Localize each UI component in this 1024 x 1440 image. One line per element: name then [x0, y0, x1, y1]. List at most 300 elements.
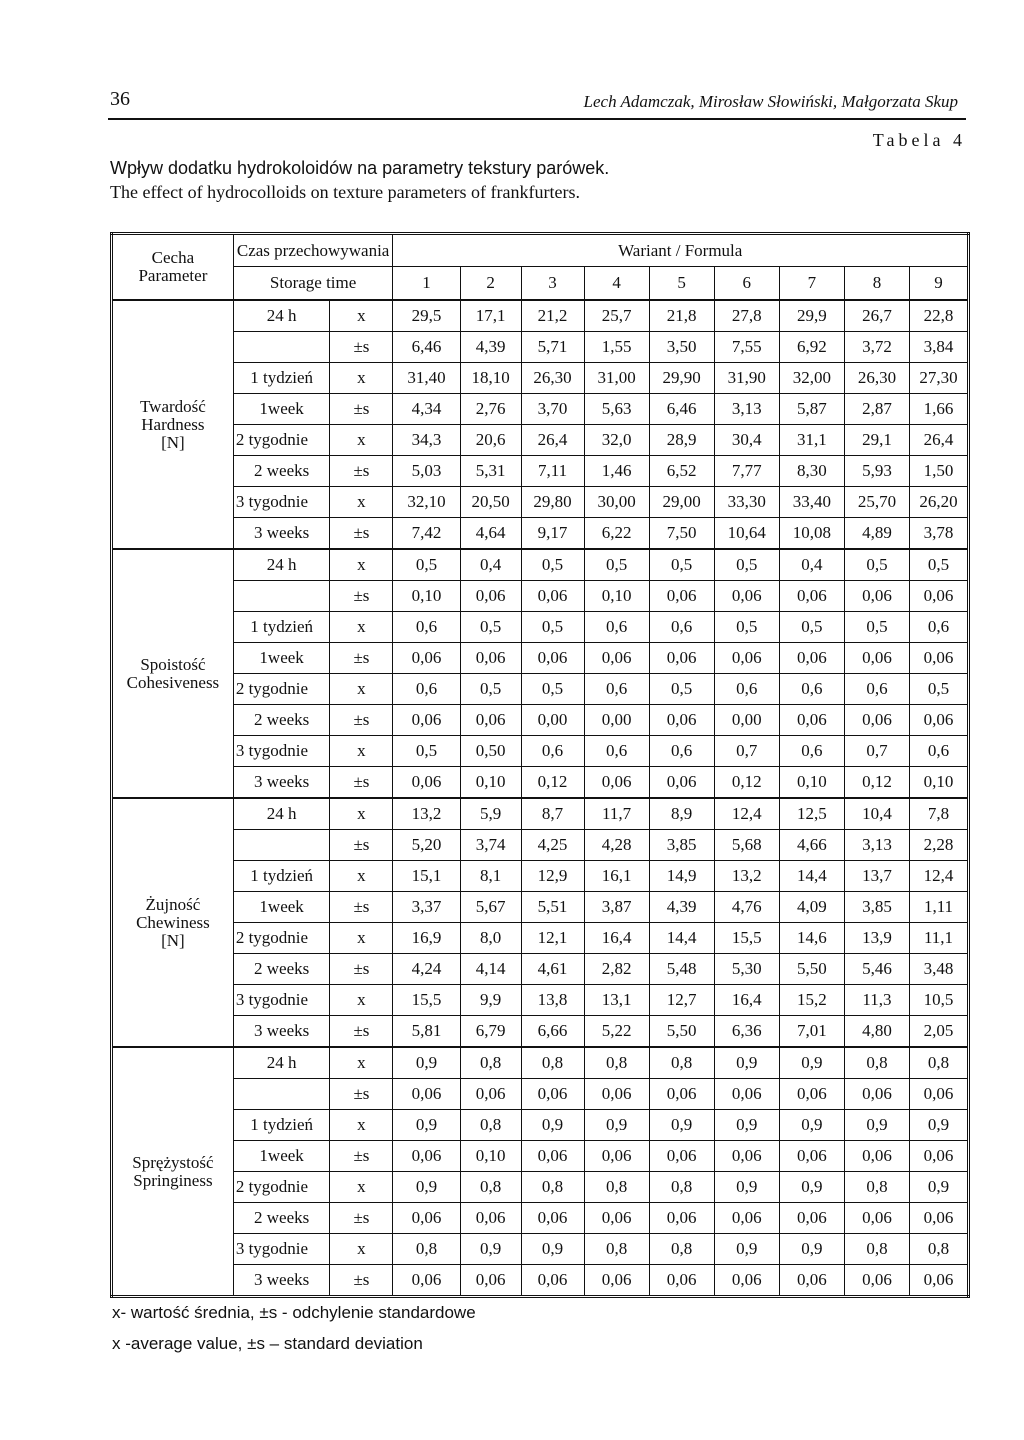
table-cell: 31,1 — [779, 425, 844, 456]
table-cell: 5,63 — [584, 394, 649, 425]
storage-time: 24 h — [233, 549, 330, 581]
table-cell: 0,06 — [844, 705, 909, 736]
table-cell: 0,06 — [584, 1265, 649, 1297]
table-row — [112, 394, 969, 425]
table-cell: 0,9 — [714, 1110, 779, 1141]
table-cell: 0,5 — [649, 674, 714, 705]
storage-time: 3 weeks — [233, 767, 330, 799]
table-row — [112, 985, 969, 1016]
table-label: Tabela 4 — [872, 130, 966, 150]
table-cell: 11,7 — [584, 798, 649, 830]
storage-time: 24 h — [233, 798, 330, 830]
storage-time: 1 tydzień — [233, 363, 330, 394]
running-header-authors: Lech Adamczak, Mirosław Słowiński, Małgorzata Skup — [583, 92, 958, 111]
table-cell: 0,06 — [779, 643, 844, 674]
storage-time: 2 weeks — [233, 954, 330, 985]
table-cell: 0,8 — [460, 1110, 521, 1141]
header-variant: Wariant / Formula — [393, 234, 969, 267]
table-cell: 15,1 — [393, 861, 460, 892]
table-cell: 17,1 — [460, 300, 521, 332]
table-cell: 0,8 — [910, 1234, 969, 1265]
table-cell: 0,8 — [584, 1234, 649, 1265]
table-cell: 5,46 — [844, 954, 909, 985]
table-cell: 5,20 — [393, 830, 460, 861]
storage-time: 3 tygodnie — [233, 487, 330, 518]
table-cell: 7,8 — [910, 798, 969, 830]
table-cell: 0,06 — [393, 1203, 460, 1234]
table-cell: 0,06 — [460, 1079, 521, 1110]
table-cell: 30,00 — [584, 487, 649, 518]
table-row — [112, 798, 969, 830]
table-cell: 33,30 — [714, 487, 779, 518]
table-cell: 0,06 — [910, 643, 969, 674]
storage-time: 2 tygodnie — [233, 425, 330, 456]
table-cell: 7,42 — [393, 518, 460, 550]
table-cell: 29,00 — [649, 487, 714, 518]
table-cell: 0,06 — [460, 1265, 521, 1297]
table-cell: 0,06 — [649, 705, 714, 736]
storage-time: 1 tydzień — [233, 861, 330, 892]
table-cell: 3,37 — [393, 892, 460, 923]
table-cell: 0,06 — [649, 643, 714, 674]
table-row — [112, 1234, 969, 1265]
table-cell: 14,9 — [649, 861, 714, 892]
table-cell: 0,06 — [844, 581, 909, 612]
table-cell: 5,68 — [714, 830, 779, 861]
table-cell: 0,10 — [460, 1141, 521, 1172]
storage-time — [233, 332, 330, 363]
table-cell: 0,06 — [584, 1141, 649, 1172]
table-cell: 0,8 — [393, 1234, 460, 1265]
storage-time — [233, 830, 330, 861]
storage-time: 3 weeks — [233, 1265, 330, 1297]
table-row — [112, 1265, 969, 1297]
table-cell: 3,70 — [521, 394, 584, 425]
table-cell: 5,22 — [584, 1016, 649, 1048]
table-cell: 5,31 — [460, 456, 521, 487]
table-cell: 0,9 — [460, 1234, 521, 1265]
table-cell: 6,79 — [460, 1016, 521, 1048]
table-cell: 0,10 — [910, 767, 969, 799]
table-cell: 0,8 — [910, 1047, 969, 1079]
table-cell: 0,06 — [393, 1141, 460, 1172]
table-cell: 0,6 — [779, 674, 844, 705]
table-cell: 0,5 — [521, 674, 584, 705]
storage-time — [233, 581, 330, 612]
table-cell: 0,06 — [910, 581, 969, 612]
table-cell: 13,2 — [714, 861, 779, 892]
table-cell: 11,3 — [844, 985, 909, 1016]
table-cell: 0,06 — [584, 643, 649, 674]
table-cell: 1,66 — [910, 394, 969, 425]
table-cell: 4,66 — [779, 830, 844, 861]
footnote-en: x -average value, ±s – standard deviation — [112, 1334, 423, 1353]
table-cell: 25,7 — [584, 300, 649, 332]
table-cell: 26,4 — [910, 425, 969, 456]
statistic-label: x — [330, 1172, 393, 1203]
table-cell: 13,9 — [844, 923, 909, 954]
table-cell: 13,8 — [521, 985, 584, 1016]
table-cell: 0,06 — [844, 1265, 909, 1297]
table-cell: 0,06 — [521, 1079, 584, 1110]
table-cell: 0,00 — [521, 705, 584, 736]
table-cell: 2,76 — [460, 394, 521, 425]
storage-time — [233, 1079, 330, 1110]
statistic-label: x — [330, 674, 393, 705]
table-cell: 0,06 — [910, 705, 969, 736]
table-cell: 0,06 — [460, 643, 521, 674]
storage-time: 3 tygodnie — [233, 1234, 330, 1265]
table-cell: 0,06 — [714, 1079, 779, 1110]
table-cell: 3,84 — [910, 332, 969, 363]
table-cell: 5,93 — [844, 456, 909, 487]
table-cell: 0,06 — [460, 1203, 521, 1234]
table-cell: 0,8 — [521, 1047, 584, 1079]
storage-time: 1week — [233, 643, 330, 674]
table-row — [112, 705, 969, 736]
statistic-label: x — [330, 798, 393, 830]
storage-time: 1 tydzień — [233, 1110, 330, 1141]
table-cell: 8,30 — [779, 456, 844, 487]
table-cell: 0,6 — [521, 736, 584, 767]
table-cell: 0,6 — [584, 674, 649, 705]
table-row — [112, 581, 969, 612]
table-cell: 0,5 — [910, 549, 969, 581]
table-cell: 0,6 — [584, 612, 649, 643]
table-cell: 8,0 — [460, 923, 521, 954]
table-cell: 0,10 — [460, 767, 521, 799]
table-cell: 6,66 — [521, 1016, 584, 1048]
table-row — [112, 674, 969, 705]
table-cell: 0,8 — [460, 1047, 521, 1079]
table-cell: 12,1 — [521, 923, 584, 954]
table-cell: 25,70 — [844, 487, 909, 518]
table-cell: 0,06 — [649, 767, 714, 799]
table-row — [112, 643, 969, 674]
table-cell: 1,11 — [910, 892, 969, 923]
table-cell: 0,06 — [584, 1203, 649, 1234]
statistic-label: ±s — [330, 643, 393, 674]
variant-column-header: 9 — [910, 267, 969, 301]
table-cell: 12,7 — [649, 985, 714, 1016]
table-cell: 0,06 — [649, 581, 714, 612]
statistic-label: x — [330, 985, 393, 1016]
table-cell: 22,8 — [910, 300, 969, 332]
storage-time: 2 weeks — [233, 705, 330, 736]
table-cell: 0,06 — [779, 705, 844, 736]
table-cell: 4,28 — [584, 830, 649, 861]
table-cell: 0,06 — [779, 581, 844, 612]
variant-column-header: 1 — [393, 267, 460, 301]
statistic-label: x — [330, 425, 393, 456]
table-cell: 10,64 — [714, 518, 779, 550]
table-cell: 0,7 — [714, 736, 779, 767]
statistic-label: x — [330, 861, 393, 892]
table-cell: 5,71 — [521, 332, 584, 363]
table-cell: 7,77 — [714, 456, 779, 487]
table-cell: 2,05 — [910, 1016, 969, 1048]
table-cell: 0,8 — [460, 1172, 521, 1203]
table-cell: 0,9 — [779, 1172, 844, 1203]
table-cell: 0,9 — [521, 1234, 584, 1265]
table-cell: 0,9 — [779, 1234, 844, 1265]
statistic-label: x — [330, 363, 393, 394]
table-cell: 13,7 — [844, 861, 909, 892]
table-cell: 33,40 — [779, 487, 844, 518]
storage-time: 1week — [233, 394, 330, 425]
header-storage-en: Storage time — [233, 267, 393, 301]
table-cell: 0,06 — [714, 581, 779, 612]
table-cell: 0,06 — [521, 1141, 584, 1172]
storage-time: 3 weeks — [233, 1016, 330, 1048]
table-cell: 32,10 — [393, 487, 460, 518]
table-cell: 31,00 — [584, 363, 649, 394]
storage-time: 1week — [233, 892, 330, 923]
table-cell: 0,10 — [584, 581, 649, 612]
table-caption-pl: Wpływ dodatku hydrokoloidów na parametry tekstury parówek. — [110, 158, 610, 178]
table-cell: 4,39 — [649, 892, 714, 923]
table-row — [112, 923, 969, 954]
table-cell: 0,6 — [844, 674, 909, 705]
storage-time: 3 tygodnie — [233, 736, 330, 767]
table-cell: 0,06 — [460, 581, 521, 612]
variant-column-header: 3 — [521, 267, 584, 301]
footnote-pl: x- wartość średnia, ±s - odchylenie standardowe — [112, 1303, 476, 1322]
table-row — [112, 736, 969, 767]
storage-time: 2 tygodnie — [233, 674, 330, 705]
table-cell: 12,4 — [910, 861, 969, 892]
table-row — [112, 1016, 969, 1048]
table-cell: 0,06 — [521, 581, 584, 612]
table-cell: 0,06 — [779, 1203, 844, 1234]
table-cell: 16,4 — [714, 985, 779, 1016]
table-cell: 0,06 — [714, 643, 779, 674]
table-cell: 4,80 — [844, 1016, 909, 1048]
table-cell: 0,9 — [649, 1110, 714, 1141]
table-cell: 30,4 — [714, 425, 779, 456]
table-cell: 0,6 — [584, 736, 649, 767]
table-cell: 0,06 — [714, 1203, 779, 1234]
table-cell: 26,7 — [844, 300, 909, 332]
statistic-label: x — [330, 549, 393, 581]
table-cell: 0,06 — [521, 643, 584, 674]
table-cell: 10,08 — [779, 518, 844, 550]
table-cell: 6,46 — [649, 394, 714, 425]
table-cell: 3,85 — [844, 892, 909, 923]
table-cell: 0,06 — [910, 1141, 969, 1172]
table-cell: 0,6 — [779, 736, 844, 767]
table-cell: 12,9 — [521, 861, 584, 892]
table-cell: 32,00 — [779, 363, 844, 394]
table-cell: 4,76 — [714, 892, 779, 923]
table-cell: 0,06 — [393, 767, 460, 799]
storage-time: 3 weeks — [233, 518, 330, 550]
table-cell: 12,5 — [779, 798, 844, 830]
table-cell: 0,10 — [393, 581, 460, 612]
table-cell: 0,5 — [393, 549, 460, 581]
parameter-name: Żujność Chewiness [N] — [112, 798, 234, 1047]
table-cell: 0,12 — [521, 767, 584, 799]
table-cell: 0,06 — [649, 1141, 714, 1172]
table-cell: 0,12 — [844, 767, 909, 799]
table-cell: 2,87 — [844, 394, 909, 425]
table-cell: 27,8 — [714, 300, 779, 332]
table-cell: 0,5 — [714, 549, 779, 581]
table-cell: 31,40 — [393, 363, 460, 394]
table-cell: 4,09 — [779, 892, 844, 923]
table-cell: 5,9 — [460, 798, 521, 830]
variant-column-header: 5 — [649, 267, 714, 301]
header-parameter: Cecha Parameter — [112, 234, 234, 301]
table-cell: 26,20 — [910, 487, 969, 518]
variant-column-header: 8 — [844, 267, 909, 301]
table-cell: 0,5 — [460, 674, 521, 705]
statistic-label: ±s — [330, 954, 393, 985]
table-cell: 0,6 — [910, 736, 969, 767]
statistic-label: x — [330, 487, 393, 518]
table-cell: 0,9 — [910, 1110, 969, 1141]
table-cell: 0,5 — [779, 612, 844, 643]
table-cell: 0,06 — [779, 1265, 844, 1297]
table-cell: 0,5 — [910, 674, 969, 705]
table-row — [112, 954, 969, 985]
table-cell: 0,06 — [844, 1141, 909, 1172]
table-cell: 29,90 — [649, 363, 714, 394]
table-cell: 0,5 — [844, 549, 909, 581]
table-cell: 14,6 — [779, 923, 844, 954]
table-cell: 0,9 — [584, 1110, 649, 1141]
table-row — [112, 861, 969, 892]
table-cell: 3,74 — [460, 830, 521, 861]
table-cell: 0,5 — [844, 612, 909, 643]
statistic-label: ±s — [330, 1141, 393, 1172]
variant-column-header: 2 — [460, 267, 521, 301]
statistic-label: x — [330, 1047, 393, 1079]
table-cell: 0,06 — [584, 767, 649, 799]
table-cell: 10,5 — [910, 985, 969, 1016]
table-cell: 0,06 — [844, 643, 909, 674]
table-cell: 0,06 — [649, 1265, 714, 1297]
parameter-name: Spoistość Cohesiveness — [112, 549, 234, 798]
storage-time: 2 tygodnie — [233, 923, 330, 954]
table-cell: 1,50 — [910, 456, 969, 487]
table-cell: 5,48 — [649, 954, 714, 985]
table-cell: 26,30 — [844, 363, 909, 394]
table-row — [112, 1110, 969, 1141]
table-cell: 0,06 — [779, 1141, 844, 1172]
table-row — [112, 549, 969, 581]
table-cell: 7,01 — [779, 1016, 844, 1048]
statistic-label: ±s — [330, 892, 393, 923]
table-cell: 8,9 — [649, 798, 714, 830]
table-cell: 0,06 — [521, 1265, 584, 1297]
table-cell: 2,82 — [584, 954, 649, 985]
table-cell: 11,1 — [910, 923, 969, 954]
table-cell: 3,50 — [649, 332, 714, 363]
table-cell: 16,1 — [584, 861, 649, 892]
table-cell: 0,06 — [649, 1203, 714, 1234]
statistic-label: ±s — [330, 1265, 393, 1297]
table-row — [112, 1079, 969, 1110]
table-cell: 16,9 — [393, 923, 460, 954]
table-cell: 8,1 — [460, 861, 521, 892]
table-cell: 0,9 — [393, 1110, 460, 1141]
table-cell: 14,4 — [779, 861, 844, 892]
statistic-label: ±s — [330, 332, 393, 363]
table-cell: 0,06 — [910, 1203, 969, 1234]
table-cell: 7,50 — [649, 518, 714, 550]
table-cell: 6,92 — [779, 332, 844, 363]
statistic-label: x — [330, 923, 393, 954]
table-cell: 3,48 — [910, 954, 969, 985]
table-cell: 0,9 — [714, 1047, 779, 1079]
table-cell: 0,06 — [460, 705, 521, 736]
storage-time: 1week — [233, 1141, 330, 1172]
variant-column-header: 6 — [714, 267, 779, 301]
table-cell: 4,34 — [393, 394, 460, 425]
table-cell: 3,87 — [584, 892, 649, 923]
table-cell: 8,7 — [521, 798, 584, 830]
table-cell: 0,9 — [844, 1110, 909, 1141]
table-cell: 5,50 — [779, 954, 844, 985]
table-row — [112, 892, 969, 923]
table-cell: 4,14 — [460, 954, 521, 985]
table-row — [112, 612, 969, 643]
table-cell: 0,12 — [714, 767, 779, 799]
table-cell: 0,7 — [844, 736, 909, 767]
page-number: 36 — [110, 88, 130, 110]
table-cell: 15,5 — [393, 985, 460, 1016]
table-cell: 0,6 — [649, 612, 714, 643]
statistic-label: ±s — [330, 456, 393, 487]
table-row — [112, 1172, 969, 1203]
table-cell: 0,8 — [584, 1047, 649, 1079]
table-row — [112, 425, 969, 456]
texture-table — [110, 232, 970, 1298]
table-cell: 0,8 — [649, 1234, 714, 1265]
table-cell: 0,06 — [910, 1265, 969, 1297]
statistic-label: ±s — [330, 705, 393, 736]
table-cell: 0,8 — [649, 1047, 714, 1079]
table-cell: 3,13 — [844, 830, 909, 861]
table-row — [112, 830, 969, 861]
table-cell: 7,11 — [521, 456, 584, 487]
table-cell: 9,9 — [460, 985, 521, 1016]
storage-time: 3 tygodnie — [233, 985, 330, 1016]
table-cell: 0,5 — [649, 549, 714, 581]
table-cell: 21,8 — [649, 300, 714, 332]
table-cell: 0,6 — [393, 612, 460, 643]
statistic-label: ±s — [330, 394, 393, 425]
table-cell: 0,9 — [714, 1234, 779, 1265]
table-cell: 0,6 — [393, 674, 460, 705]
table-cell: 0,06 — [393, 1265, 460, 1297]
table-cell: 0,8 — [844, 1047, 909, 1079]
table-cell: 29,1 — [844, 425, 909, 456]
table-cell: 0,9 — [393, 1047, 460, 1079]
table-row — [112, 363, 969, 394]
header-storage-pl: Czas przechowywania — [233, 234, 393, 267]
table-row — [112, 300, 969, 332]
statistic-label: ±s — [330, 830, 393, 861]
table-cell: 5,30 — [714, 954, 779, 985]
table-cell: 3,13 — [714, 394, 779, 425]
variant-column-header: 7 — [779, 267, 844, 301]
statistic-label: ±s — [330, 1203, 393, 1234]
table-cell: 1,46 — [584, 456, 649, 487]
table-cell: 0,06 — [910, 1079, 969, 1110]
table-cell: 3,85 — [649, 830, 714, 861]
